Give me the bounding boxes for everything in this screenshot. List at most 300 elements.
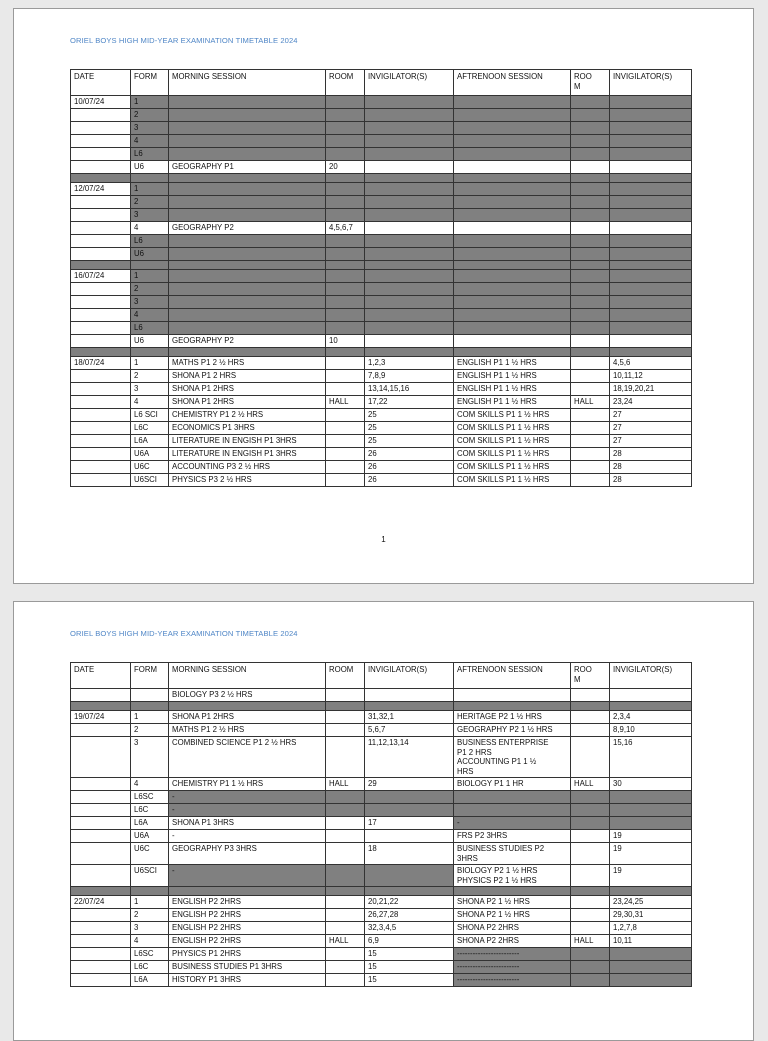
- cell-invigilators: 15,16: [610, 737, 692, 778]
- cell-invigilators: [365, 865, 454, 887]
- cell-afternoon-session: [454, 335, 571, 348]
- cell-invigilators: [365, 309, 454, 322]
- separator-row: [71, 174, 692, 183]
- cell-date: [71, 370, 131, 383]
- cell-room: [326, 183, 365, 196]
- cell-room: [571, 383, 610, 396]
- cell-afternoon-session: SHONA P2 2HRS: [454, 922, 571, 935]
- cell-invigilators: [610, 183, 692, 196]
- cell-form: 4: [131, 309, 169, 322]
- header-morning-session: MORNING SESSION: [169, 70, 326, 96]
- table-row: [71, 409, 692, 422]
- cell-form: U6SCI: [131, 474, 169, 487]
- cell-morning-session: GEOGRAPHY P3 3HRS: [169, 843, 326, 865]
- cell-morning-session: PHYSICS P1 2HRS: [169, 948, 326, 961]
- cell-room: [326, 122, 365, 135]
- document-page-2: [13, 601, 754, 1041]
- cell-invigilators: 19: [610, 865, 692, 887]
- cell-form: 3: [131, 383, 169, 396]
- cell-date: 10/07/24: [71, 96, 131, 109]
- cell-morning-session: BIOLOGY P3 2 ½ HRS: [169, 689, 326, 702]
- cell-room: [326, 283, 365, 296]
- cell-form: U6: [131, 248, 169, 261]
- cell-invigilators: 26: [365, 461, 454, 474]
- cell-room: HALL: [326, 396, 365, 409]
- cell-afternoon-session: ENGLISH P1 1 ½ HRS: [454, 396, 571, 409]
- cell-invigilators: 28: [610, 448, 692, 461]
- cell-invigilators: [610, 335, 692, 348]
- timetable: [70, 69, 692, 487]
- cell-morning-session: [169, 109, 326, 122]
- separator-cell: [131, 702, 169, 711]
- cell-morning-session: GEOGRAPHY P2: [169, 222, 326, 235]
- cell-afternoon-session: FRS P2 3HRS: [454, 830, 571, 843]
- cell-morning-session: GEOGRAPHY P1: [169, 161, 326, 174]
- cell-room: [571, 209, 610, 222]
- cell-invigilators: 27: [610, 409, 692, 422]
- cell-invigilators: [365, 791, 454, 804]
- cell-room: 10: [326, 335, 365, 348]
- cell-morning-session: ACCOUNTING P3 2 ½ HRS: [169, 461, 326, 474]
- cell-date: [71, 689, 131, 702]
- cell-room: [326, 109, 365, 122]
- cell-date: [71, 435, 131, 448]
- cell-afternoon-session: ------------------------: [454, 974, 571, 987]
- cell-room: [571, 222, 610, 235]
- cell-form: 1: [131, 183, 169, 196]
- cell-room: [326, 370, 365, 383]
- cell-form: 2: [131, 370, 169, 383]
- cell-room: [326, 724, 365, 737]
- cell-invigilators: 10,11,12: [610, 370, 692, 383]
- header-row: [71, 663, 692, 689]
- table-row: [71, 270, 692, 283]
- cell-invigilators: 10,11: [610, 935, 692, 948]
- cell-room: [326, 909, 365, 922]
- cell-room: [326, 357, 365, 370]
- document-page-1: [13, 8, 754, 584]
- header-afternoon-session: AFTRENOON SESSION: [454, 663, 571, 689]
- cell-form: 1: [131, 711, 169, 724]
- table-row: [71, 974, 692, 987]
- cell-invigilators: [610, 283, 692, 296]
- cell-afternoon-session: [454, 235, 571, 248]
- cell-room: [326, 435, 365, 448]
- cell-morning-session: LITERATURE IN ENGISH P1 3HRS: [169, 448, 326, 461]
- cell-date: [71, 804, 131, 817]
- cell-morning-session: [169, 248, 326, 261]
- cell-afternoon-session: BIOLOGY P2 1 ½ HRS PHYSICS P2 1 ½ HRS: [454, 865, 571, 887]
- cell-afternoon-session: [454, 122, 571, 135]
- cell-room: [571, 309, 610, 322]
- cell-invigilators: [610, 148, 692, 161]
- cell-room: [571, 791, 610, 804]
- cell-invigilators: [365, 135, 454, 148]
- cell-room: [571, 461, 610, 474]
- cell-room: [326, 817, 365, 830]
- cell-invigilators: 25: [365, 435, 454, 448]
- table-row: [71, 909, 692, 922]
- cell-invigilators: [365, 235, 454, 248]
- cell-room: [326, 322, 365, 335]
- table-row: [71, 209, 692, 222]
- cell-room: HALL: [571, 935, 610, 948]
- separator-cell: [610, 261, 692, 270]
- table-row: [71, 922, 692, 935]
- cell-morning-session: MATHS P1 2 ½ HRS: [169, 724, 326, 737]
- table-row: [71, 896, 692, 909]
- cell-invigilators: [365, 689, 454, 702]
- cell-date: [71, 383, 131, 396]
- cell-afternoon-session: [454, 196, 571, 209]
- table-row: [71, 309, 692, 322]
- cell-date: [71, 737, 131, 778]
- cell-invigilators: 5,6,7: [365, 724, 454, 737]
- cell-date: [71, 396, 131, 409]
- cell-invigilators: [365, 335, 454, 348]
- cell-room: [571, 96, 610, 109]
- cell-room: [326, 974, 365, 987]
- cell-afternoon-session: ------------------------: [454, 948, 571, 961]
- cell-afternoon-session: [454, 96, 571, 109]
- cell-form: 4: [131, 135, 169, 148]
- cell-room: [326, 843, 365, 865]
- cell-afternoon-session: [454, 248, 571, 261]
- table-row: [71, 396, 692, 409]
- cell-invigilators: 26: [365, 448, 454, 461]
- cell-form: U6A: [131, 448, 169, 461]
- cell-room: [571, 711, 610, 724]
- table-row: [71, 296, 692, 309]
- cell-morning-session: LITERATURE IN ENGISH P1 3HRS: [169, 435, 326, 448]
- table-row: [71, 135, 692, 148]
- cell-room: [326, 135, 365, 148]
- separator-cell: [131, 887, 169, 896]
- cell-morning-session: SHONA P1 2HRS: [169, 383, 326, 396]
- cell-morning-session: SHONA P1 2 HRS: [169, 370, 326, 383]
- cell-morning-session: -: [169, 830, 326, 843]
- separator-row: [71, 702, 692, 711]
- cell-room: [326, 689, 365, 702]
- cell-invigilators: 31,32,1: [365, 711, 454, 724]
- cell-room: [571, 283, 610, 296]
- cell-invigilators: [610, 974, 692, 987]
- cell-invigilators: [365, 270, 454, 283]
- cell-invigilators: [610, 817, 692, 830]
- separator-cell: [365, 174, 454, 183]
- cell-afternoon-session: GEOGRAPHY P2 1 ½ HRS: [454, 724, 571, 737]
- cell-morning-session: [169, 322, 326, 335]
- cell-invigilators: 27: [610, 435, 692, 448]
- cell-room: [326, 96, 365, 109]
- cell-invigilators: 19: [610, 830, 692, 843]
- cell-invigilators: 19: [610, 843, 692, 865]
- page-number: 1: [381, 535, 386, 544]
- cell-morning-session: -: [169, 865, 326, 887]
- cell-invigilators: [610, 161, 692, 174]
- cell-invigilators: [365, 222, 454, 235]
- cell-room: [326, 830, 365, 843]
- cell-form: L6A: [131, 435, 169, 448]
- header-room: ROOM: [326, 663, 365, 689]
- cell-afternoon-session: COM SKILLS P1 1 ½ HRS: [454, 448, 571, 461]
- cell-invigilators: 18: [365, 843, 454, 865]
- separator-cell: [131, 261, 169, 270]
- cell-room: [571, 196, 610, 209]
- cell-room: [571, 357, 610, 370]
- cell-morning-session: SHONA P1 2HRS: [169, 396, 326, 409]
- separator-cell: [131, 348, 169, 357]
- cell-room: [571, 689, 610, 702]
- cell-invigilators: [365, 283, 454, 296]
- cell-form: 3: [131, 922, 169, 935]
- cell-date: [71, 922, 131, 935]
- table-row: [71, 370, 692, 383]
- table-row: [71, 474, 692, 487]
- cell-room: [571, 422, 610, 435]
- cell-date: [71, 209, 131, 222]
- cell-afternoon-session: HERITAGE P2 1 ½ HRS: [454, 711, 571, 724]
- separator-cell: [365, 261, 454, 270]
- cell-date: [71, 817, 131, 830]
- cell-date: 19/07/24: [71, 711, 131, 724]
- cell-afternoon-session: COM SKILLS P1 1 ½ HRS: [454, 461, 571, 474]
- cell-room: [326, 804, 365, 817]
- cell-date: 18/07/24: [71, 357, 131, 370]
- cell-invigilators: [610, 296, 692, 309]
- separator-cell: [365, 887, 454, 896]
- separator-cell: [71, 348, 131, 357]
- cell-date: [71, 109, 131, 122]
- separator-cell: [454, 174, 571, 183]
- cell-form: 4: [131, 222, 169, 235]
- cell-room: [571, 948, 610, 961]
- cell-morning-session: ENGLISH P2 2HRS: [169, 896, 326, 909]
- cell-invigilators: 26: [365, 474, 454, 487]
- cell-room: [326, 922, 365, 935]
- cell-room: [326, 209, 365, 222]
- cell-room: [326, 791, 365, 804]
- cell-date: [71, 135, 131, 148]
- cell-date: 22/07/24: [71, 896, 131, 909]
- separator-cell: [71, 261, 131, 270]
- cell-morning-session: [169, 235, 326, 248]
- separator-cell: [571, 887, 610, 896]
- separator-cell: [454, 261, 571, 270]
- cell-form: 1: [131, 896, 169, 909]
- separator-row: [71, 261, 692, 270]
- cell-date: [71, 474, 131, 487]
- document-title: ORIEL BOYS HIGH MID-YEAR EXAMINATION TIMETABLE 2024: [70, 629, 298, 638]
- cell-invigilators: [610, 222, 692, 235]
- cell-afternoon-session: [454, 135, 571, 148]
- header-invigilators: INVIGILATOR(S): [365, 663, 454, 689]
- cell-invigilators: 8,9,10: [610, 724, 692, 737]
- cell-invigilators: [610, 804, 692, 817]
- separator-cell: [326, 174, 365, 183]
- cell-date: [71, 148, 131, 161]
- separator-cell: [610, 174, 692, 183]
- cell-morning-session: [169, 122, 326, 135]
- cell-invigilators: 17: [365, 817, 454, 830]
- cell-morning-session: PHYSICS P3 2 ½ HRS: [169, 474, 326, 487]
- table-row: [71, 222, 692, 235]
- cell-room: [571, 135, 610, 148]
- cell-room: [326, 711, 365, 724]
- cell-invigilators: [365, 248, 454, 261]
- cell-invigilators: 2,3,4: [610, 711, 692, 724]
- cell-date: 12/07/24: [71, 183, 131, 196]
- cell-room: [326, 248, 365, 261]
- cell-room: [571, 843, 610, 865]
- table-row: [71, 948, 692, 961]
- cell-room: [571, 865, 610, 887]
- cell-date: [71, 948, 131, 961]
- cell-room: [326, 422, 365, 435]
- cell-afternoon-session: [454, 270, 571, 283]
- cell-room: [571, 183, 610, 196]
- cell-invigilators: 7,8,9: [365, 370, 454, 383]
- separator-cell: [169, 174, 326, 183]
- cell-morning-session: CHEMISTRY P1 1 ½ HRS: [169, 778, 326, 791]
- cell-date: [71, 409, 131, 422]
- table-row: [71, 961, 692, 974]
- separator-cell: [326, 887, 365, 896]
- cell-invigilators: [365, 830, 454, 843]
- cell-form: 2: [131, 109, 169, 122]
- cell-form: 3: [131, 122, 169, 135]
- table-row: [71, 248, 692, 261]
- header-room: ROOM: [326, 70, 365, 96]
- table-row: [71, 109, 692, 122]
- cell-form: 4: [131, 396, 169, 409]
- cell-morning-session: BUSINESS STUDIES P1 3HRS: [169, 961, 326, 974]
- cell-form: 2: [131, 724, 169, 737]
- separator-cell: [326, 261, 365, 270]
- cell-room: [326, 309, 365, 322]
- cell-date: [71, 296, 131, 309]
- cell-room: [326, 235, 365, 248]
- cell-room: [326, 474, 365, 487]
- cell-invigilators: 28: [610, 461, 692, 474]
- cell-afternoon-session: [454, 222, 571, 235]
- cell-form: U6C: [131, 461, 169, 474]
- cell-date: [71, 222, 131, 235]
- cell-morning-session: HISTORY P1 3HRS: [169, 974, 326, 987]
- cell-date: 16/07/24: [71, 270, 131, 283]
- cell-form: U6SCI: [131, 865, 169, 887]
- cell-form: L6 SCI: [131, 409, 169, 422]
- cell-afternoon-session: COM SKILLS P1 1 ½ HRS: [454, 435, 571, 448]
- header-afternoon-session: AFTRENOON SESSION: [454, 70, 571, 96]
- cell-room: [571, 909, 610, 922]
- header-row: [71, 70, 692, 96]
- header-morning-session: MORNING SESSION: [169, 663, 326, 689]
- cell-room: [571, 235, 610, 248]
- cell-invigilators: [610, 235, 692, 248]
- cell-room: HALL: [326, 935, 365, 948]
- header-room: ROO M: [571, 663, 610, 689]
- cell-date: [71, 283, 131, 296]
- cell-room: [571, 724, 610, 737]
- cell-invigilators: [610, 322, 692, 335]
- cell-room: HALL: [571, 778, 610, 791]
- cell-invigilators: [610, 248, 692, 261]
- cell-form: L6A: [131, 974, 169, 987]
- cell-morning-session: [169, 270, 326, 283]
- cell-morning-session: GEOGRAPHY P2: [169, 335, 326, 348]
- cell-invigilators: 1,2,7,8: [610, 922, 692, 935]
- cell-form: L6A: [131, 817, 169, 830]
- cell-invigilators: [365, 804, 454, 817]
- cell-room: [326, 409, 365, 422]
- cell-afternoon-session: -: [454, 817, 571, 830]
- cell-date: [71, 843, 131, 865]
- cell-afternoon-session: COM SKILLS P1 1 ½ HRS: [454, 409, 571, 422]
- cell-date: [71, 248, 131, 261]
- cell-date: [71, 322, 131, 335]
- table-row: [71, 357, 692, 370]
- cell-date: [71, 961, 131, 974]
- cell-morning-session: MATHS P1 2 ½ HRS: [169, 357, 326, 370]
- cell-afternoon-session: ------------------------: [454, 961, 571, 974]
- cell-invigilators: 4,5,6: [610, 357, 692, 370]
- cell-afternoon-session: BUSINESS STUDIES P2 3HRS: [454, 843, 571, 865]
- cell-invigilators: 25: [365, 409, 454, 422]
- cell-afternoon-session: [454, 283, 571, 296]
- cell-date: [71, 161, 131, 174]
- cell-date: [71, 865, 131, 887]
- cell-morning-session: CHEMISTRY P1 2 ½ HRS: [169, 409, 326, 422]
- table-row: [71, 283, 692, 296]
- cell-room: [571, 830, 610, 843]
- cell-date: [71, 235, 131, 248]
- cell-invigilators: [365, 148, 454, 161]
- cell-form: 1: [131, 270, 169, 283]
- cell-form: L6C: [131, 961, 169, 974]
- cell-afternoon-session: ENGLISH P1 1 ½ HRS: [454, 370, 571, 383]
- cell-room: [571, 409, 610, 422]
- cell-room: [571, 296, 610, 309]
- table-row: [71, 461, 692, 474]
- cell-form: 3: [131, 737, 169, 778]
- cell-invigilators: 18,19,20,21: [610, 383, 692, 396]
- cell-date: [71, 122, 131, 135]
- separator-cell: [169, 702, 326, 711]
- separator-cell: [169, 887, 326, 896]
- header-invigilators: INVIGILATOR(S): [610, 70, 692, 96]
- cell-form: 3: [131, 209, 169, 222]
- separator-cell: [571, 261, 610, 270]
- cell-room: [571, 961, 610, 974]
- cell-afternoon-session: SHONA P2 1 ½ HRS: [454, 896, 571, 909]
- document-title: ORIEL BOYS HIGH MID-YEAR EXAMINATION TIMETABLE 2024: [70, 36, 298, 45]
- cell-afternoon-session: BUSINESS ENTERPRISE P1 2 HRS ACCOUNTING P1 1 ½ HRS: [454, 737, 571, 778]
- cell-invigilators: 26,27,28: [365, 909, 454, 922]
- cell-room: [326, 896, 365, 909]
- cell-invigilators: 17,22: [365, 396, 454, 409]
- cell-invigilators: 23,24,25: [610, 896, 692, 909]
- cell-room: [326, 461, 365, 474]
- cell-afternoon-session: SHONA P2 2HRS: [454, 935, 571, 948]
- cell-form: 4: [131, 778, 169, 791]
- cell-morning-session: COMBINED SCIENCE P1 2 ½ HRS: [169, 737, 326, 778]
- cell-morning-session: [169, 296, 326, 309]
- separator-cell: [326, 348, 365, 357]
- table-row: [71, 148, 692, 161]
- table-row: [71, 778, 692, 791]
- cell-afternoon-session: [454, 309, 571, 322]
